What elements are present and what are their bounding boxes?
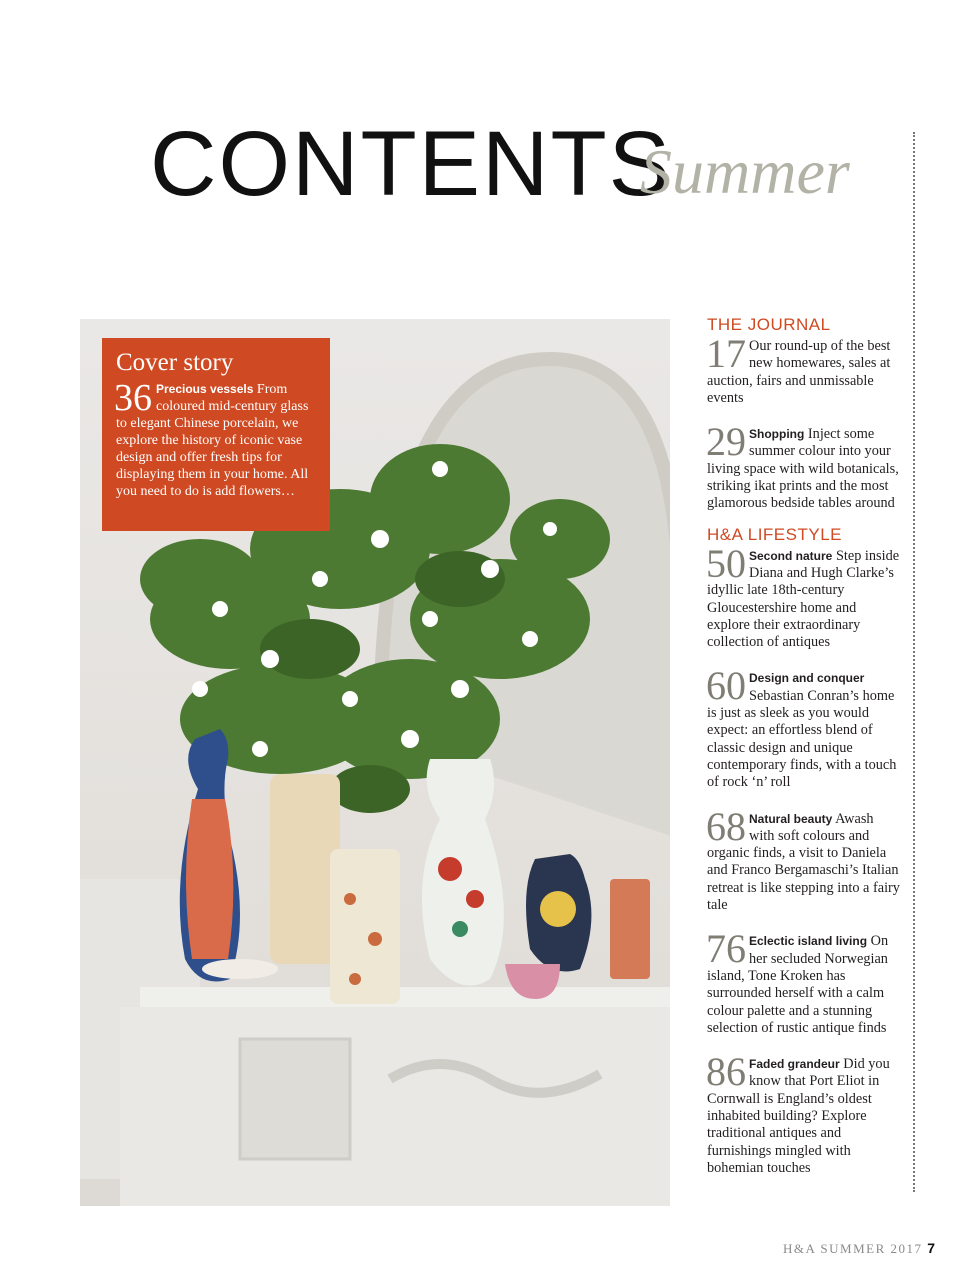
season-title: Summer [640, 136, 850, 207]
entry-text: Step inside Diana and Hugh Clarke’s idyllic late 18th-century Gloucestershire home and explore their extraordinary collection of antiques [707, 547, 900, 651]
footer-page-number: 7 [927, 1240, 936, 1256]
entry-title: Second nature [749, 548, 833, 563]
page-footer [783, 1240, 935, 1257]
contents-title: CONTENTS [150, 113, 672, 215]
entry-title: Eclectic island living [749, 934, 868, 949]
entry-page-number: 29 [706, 419, 746, 465]
entry-page-number: 68 [706, 803, 746, 849]
cover-story-box[interactable] [102, 338, 330, 531]
entry-text: Awash with soft colours and organic finds, a visit to Daniela and Franco Bergamaschi’s Italian retreat is like stepping into a fairy tale [707, 810, 900, 914]
contents-entry[interactable] [706, 1049, 901, 1177]
contents-entry[interactable] [706, 663, 901, 791]
section-heading-lifestyle: H&A LIFESTYLE [707, 524, 842, 544]
contents-entry[interactable] [706, 331, 901, 407]
entry-text: Our round-up of the best new homewares, sales at auction, fairs and unmissable events [707, 338, 891, 406]
cover-story-text [114, 376, 320, 500]
entry-text: Inject some summer colour into your living space with wild botanicals, striking ikat prints and the most glamorous bedside tables around [707, 426, 899, 512]
contents-entry[interactable] [706, 803, 901, 915]
contents-entry[interactable] [706, 419, 901, 512]
entry-title: Design and conquer [749, 671, 865, 686]
entry-page-number: 76 [706, 926, 746, 972]
contents-entry[interactable] [706, 540, 901, 652]
entry-text: Sebastian Conran’s home is just as sleek as you would expect: an effortless blend of classic design and unique contemporary finds, with a touch of rock ‘n’ roll [707, 687, 897, 791]
cover-story-page: 36 [114, 376, 152, 419]
footer-issue: H&A SUMMER 2017 [783, 1241, 923, 1256]
contents-entry[interactable] [706, 926, 901, 1037]
cover-story-bold: Precious vessels [156, 381, 254, 396]
cover-story-body: From coloured mid-century glass to elegant Chinese porcelain, we explore the history of iconic vase design and offer fresh tips for displaying them in your home. All you need to do is add flowers… [116, 381, 309, 499]
dotted-divider [913, 132, 915, 1192]
entry-text: Did you know that Port Eliot in Cornwall is England’s oldest inhabited building? Explore traditional antiques and furnishings mingled with bohemian touches [707, 1056, 890, 1176]
contents-column [707, 314, 901, 1177]
entry-title: Shopping [749, 427, 805, 442]
entry-page-number: 60 [706, 663, 746, 709]
entry-title: Natural beauty [749, 811, 833, 826]
entry-page-number: 86 [706, 1049, 746, 1095]
section-heading-journal: THE JOURNAL [707, 315, 831, 334]
entry-title: Faded grandeur [749, 1057, 840, 1072]
cover-story-heading: Cover story [116, 349, 234, 376]
entry-page-number: 50 [706, 540, 746, 586]
entry-text: On her secluded Norwegian island, Tone Kroken has surrounded herself with a calm colour palette and a stunning selection of rustic antique finds [707, 933, 889, 1036]
entry-page-number: 17 [706, 331, 746, 376]
